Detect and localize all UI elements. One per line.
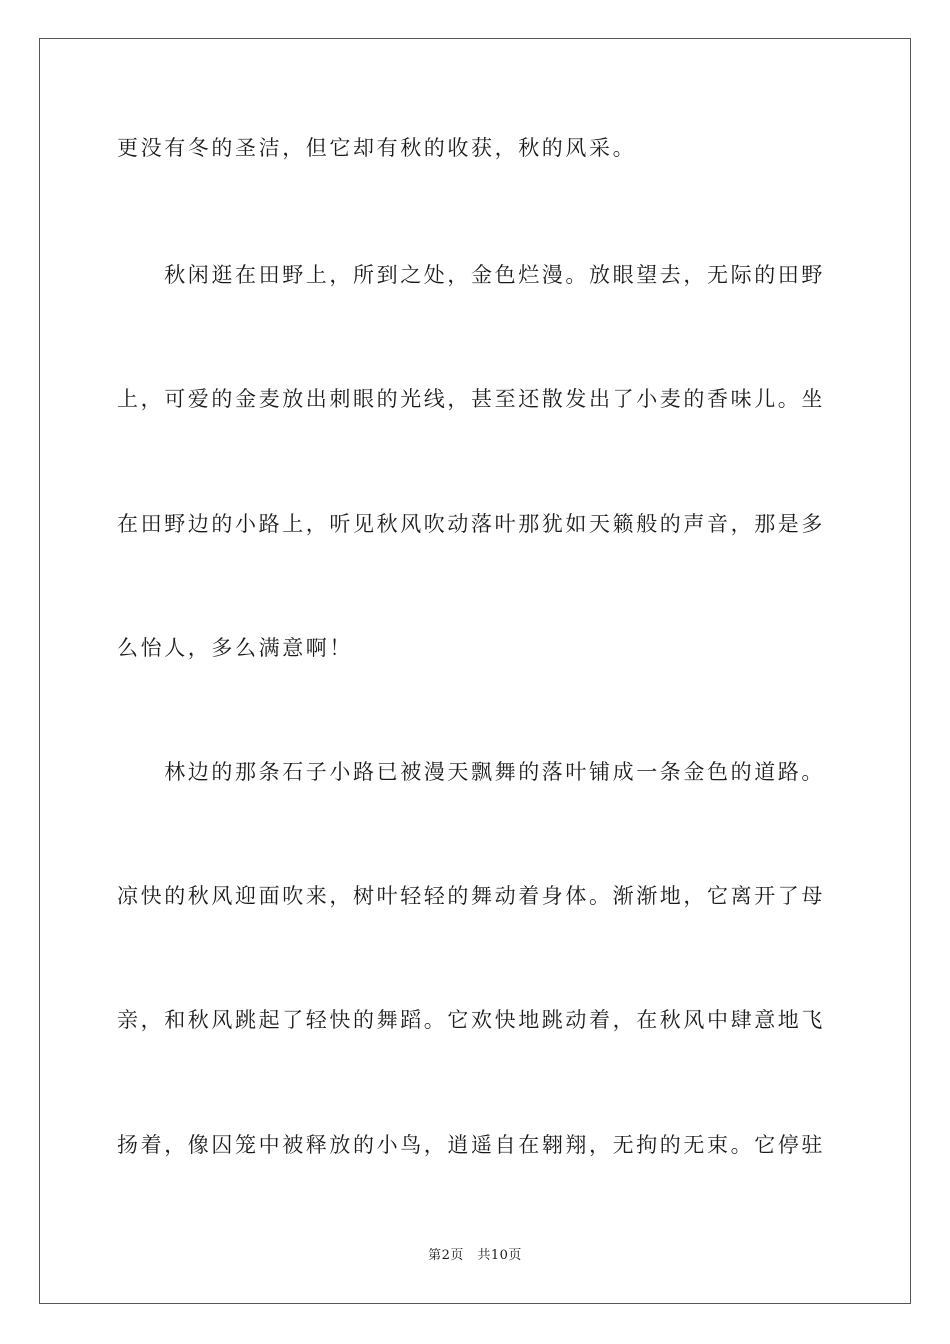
page-number-footer: 第2页 共10页 (428, 1248, 522, 1263)
text-line-4: 在田野边的小路上，听见秋风吹动落叶那犹如天籁般的声音，那是多 (117, 512, 825, 536)
text-line-9: 扬着，像囚笼中被释放的小鸟，逍遥自在翱翔，无拘的无束。它停驻 (117, 1133, 825, 1157)
text-line-1: 更没有冬的圣洁，但它却有秋的收获，秋的风采。 (117, 136, 637, 160)
text-line-8: 亲，和秋风跳起了轻快的舞蹈。它欢快地跳动着，在秋风中肆意地飞 (117, 1008, 825, 1032)
text-line-5: 么怡人，多么满意啊！ (117, 636, 353, 660)
text-line-2: 秋闲逛在田野上，所到之处，金色烂漫。放眼望去，无际的田野 (117, 263, 825, 287)
text-line-6: 林边的那条石子小路已被漫天飘舞的落叶铺成一条金色的道路。 (117, 760, 825, 784)
page-border (39, 38, 911, 1304)
text-line-7: 凉快的秋风迎面吹来，树叶轻轻的舞动着身体。渐渐地，它离开了母 (117, 884, 825, 908)
text-line-3: 上，可爱的金麦放出刺眼的光线，甚至还散发出了小麦的香味儿。坐 (117, 387, 825, 411)
